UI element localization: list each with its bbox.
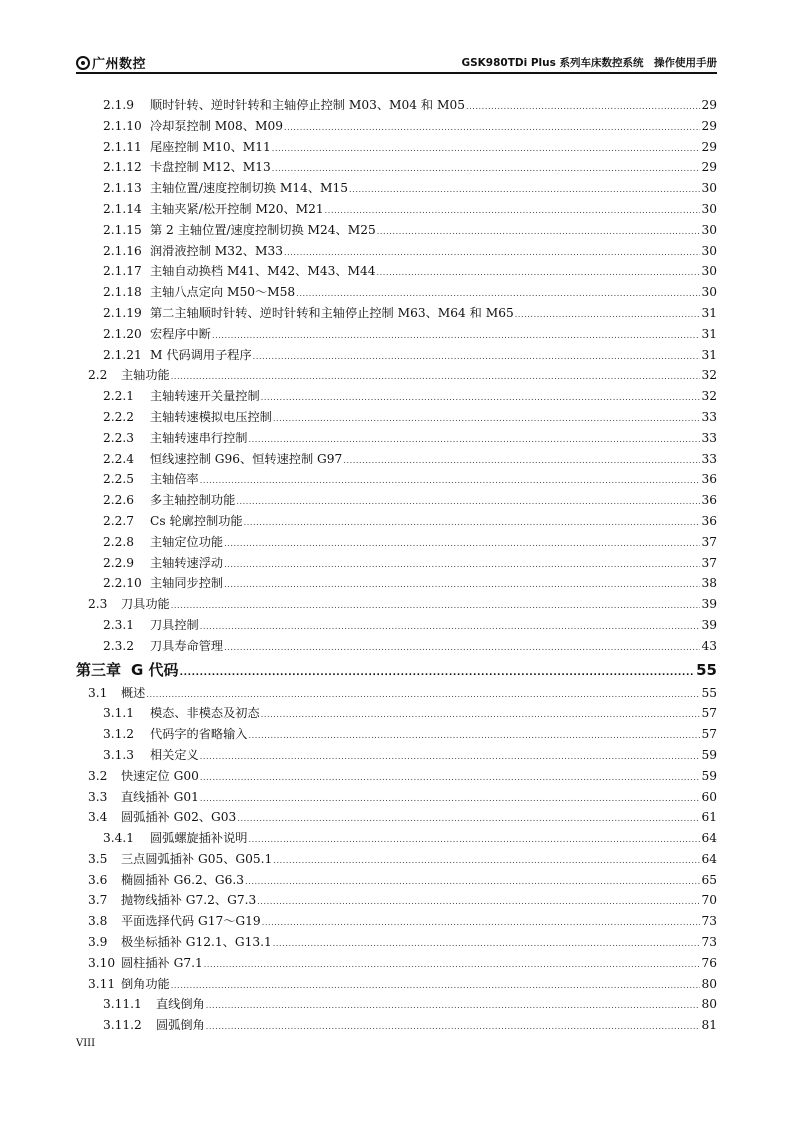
toc-entry[interactable] bbox=[76, 365, 717, 386]
toc-entry-title: 快速定位 G00 bbox=[121, 768, 199, 783]
dot-leader bbox=[244, 513, 701, 534]
toc-entry-number: 2.2.2 bbox=[103, 409, 135, 424]
toc-entry[interactable] bbox=[76, 745, 717, 766]
toc-entry-page: 29 bbox=[701, 139, 717, 154]
toc-entry-number: 2.1.16 bbox=[103, 243, 142, 258]
toc-entry-page: 39 bbox=[701, 597, 717, 612]
toc-entry-number: 2.2.1 bbox=[103, 389, 135, 404]
toc-entry-number: 3.1.2 bbox=[103, 727, 135, 742]
dot-leader bbox=[200, 471, 701, 492]
dot-leader bbox=[249, 430, 701, 451]
toc-entry-page: 57 bbox=[701, 727, 717, 742]
toc-entry-page: 31 bbox=[701, 347, 717, 362]
toc-entry-number: 3.4 bbox=[88, 810, 108, 825]
dot-leader bbox=[204, 955, 701, 976]
toc-entry-page: 59 bbox=[701, 768, 717, 783]
toc-entry-page: 80 bbox=[701, 997, 717, 1012]
toc-entry[interactable] bbox=[76, 870, 717, 891]
toc-entry[interactable] bbox=[76, 828, 717, 849]
toc-entry[interactable] bbox=[76, 911, 717, 932]
toc-entry-page: 29 bbox=[701, 98, 717, 112]
toc-entry-page: 36 bbox=[701, 472, 717, 487]
dot-leader bbox=[224, 534, 700, 555]
toc-entry-number: 2.2.9 bbox=[103, 555, 135, 570]
toc-entry-title: 主轴转速浮动 bbox=[150, 555, 224, 570]
toc-entry-page: 30 bbox=[701, 264, 717, 279]
toc-entry-page: 64 bbox=[701, 831, 717, 846]
dot-leader bbox=[224, 638, 700, 659]
toc-entry-page: 61 bbox=[701, 810, 717, 825]
toc-entry-number: 2.3.1 bbox=[103, 617, 135, 632]
toc-entry-title: 主轴定位功能 bbox=[150, 534, 224, 549]
toc-entry-page: 30 bbox=[701, 222, 717, 237]
toc-entry-number: 2.2 bbox=[88, 368, 108, 383]
dot-leader bbox=[273, 409, 701, 430]
toc-entry-number: 2.1.9 bbox=[103, 98, 135, 112]
toc-entry-number: 3.3 bbox=[88, 789, 108, 804]
dot-leader bbox=[343, 451, 700, 472]
toc-entry-number: 3.11.2 bbox=[103, 1018, 142, 1033]
dot-leader bbox=[262, 913, 701, 934]
toc-entry-number: 3.9 bbox=[88, 935, 108, 950]
toc-entry-number: 2.1.11 bbox=[103, 139, 142, 154]
toc-entry[interactable] bbox=[76, 282, 717, 303]
toc-entry[interactable] bbox=[76, 573, 717, 594]
toc-entry[interactable] bbox=[76, 636, 717, 657]
toc-entry-page: 29 bbox=[701, 160, 717, 175]
toc-entry-title: 代码字的省略输入 bbox=[150, 727, 248, 742]
toc-entry-title: 主轴八点定向 M50～M58 bbox=[150, 285, 296, 300]
toc-entry-title: 直线倒角 bbox=[156, 997, 205, 1012]
toc-entry[interactable] bbox=[76, 849, 717, 870]
dot-leader bbox=[171, 976, 701, 997]
dot-leader bbox=[377, 263, 701, 284]
toc-entry[interactable] bbox=[76, 766, 717, 787]
toc-entry[interactable] bbox=[76, 116, 717, 137]
toc-entry-page: 33 bbox=[701, 451, 717, 466]
toc-entry-title: 主轴转速开关量控制 bbox=[150, 389, 260, 404]
toc-entry-number: 3.1 bbox=[88, 685, 108, 700]
toc-entry-number: 2.2.10 bbox=[103, 576, 142, 591]
toc-entry[interactable] bbox=[76, 137, 717, 158]
toc-entry-title: 倒角功能 bbox=[121, 976, 170, 991]
logo-text: 广州数控 bbox=[92, 57, 147, 72]
dot-leader bbox=[284, 118, 701, 139]
toc-entry-page: 43 bbox=[701, 638, 717, 653]
toc-entry-number: 3.11 bbox=[88, 976, 116, 991]
manual-title: GSK980TDi Plus 系列车床数控系统 操作使用手册 bbox=[461, 57, 717, 69]
toc-entry[interactable] bbox=[76, 657, 717, 683]
table-of-contents bbox=[76, 95, 717, 1036]
dot-leader bbox=[237, 809, 700, 830]
toc-entry-number: 第三章 bbox=[76, 660, 122, 679]
toc-entry-title: 顺时针转、逆时针转和主轴停止控制 M03、M04 和 M05 bbox=[150, 98, 465, 112]
toc-entry[interactable] bbox=[76, 724, 717, 745]
dot-leader bbox=[200, 747, 701, 768]
toc-entry-number: 2.1.12 bbox=[103, 160, 142, 175]
toc-entry-title: 椭圆插补 G6.2、G6.3 bbox=[121, 872, 245, 887]
dot-leader bbox=[224, 555, 700, 576]
dot-leader bbox=[224, 575, 700, 596]
toc-entry-page: 37 bbox=[701, 555, 717, 570]
toc-entry-title: 主轴倍率 bbox=[150, 472, 199, 487]
toc-entry-page: 33 bbox=[701, 430, 717, 445]
toc-entry-title: 主轴功能 bbox=[121, 368, 170, 383]
toc-entry-page: 39 bbox=[701, 617, 717, 632]
toc-entry-title: 三点圆弧插补 G05、G05.1 bbox=[121, 851, 273, 866]
toc-entry-page: 80 bbox=[701, 976, 717, 991]
toc-entry-title: Cs 轮廓控制功能 bbox=[150, 513, 243, 528]
toc-entry-number: 2.1.13 bbox=[103, 181, 142, 196]
toc-entry-number: 2.1.15 bbox=[103, 222, 142, 237]
dot-leader bbox=[253, 347, 701, 368]
dot-leader bbox=[261, 705, 701, 726]
toc-entry-page: 32 bbox=[701, 368, 717, 383]
toc-entry-number: 2.2.5 bbox=[103, 472, 135, 487]
toc-entry[interactable] bbox=[76, 532, 717, 553]
toc-entry[interactable] bbox=[76, 490, 717, 511]
toc-entry-title: 刀具功能 bbox=[121, 597, 170, 612]
toc-entry[interactable] bbox=[76, 178, 717, 199]
toc-entry[interactable] bbox=[76, 261, 717, 282]
toc-entry-title: 刀具寿命管理 bbox=[150, 638, 224, 653]
toc-entry[interactable] bbox=[76, 199, 717, 220]
toc-entry[interactable] bbox=[76, 303, 717, 324]
gsk-logo-icon bbox=[76, 56, 90, 70]
toc-entry-page: 73 bbox=[701, 935, 717, 950]
dot-leader bbox=[206, 996, 701, 1017]
toc-entry-title: 圆柱插补 G7.1 bbox=[121, 955, 203, 970]
toc-entry-number: 2.1.14 bbox=[103, 201, 142, 216]
dot-leader bbox=[236, 492, 700, 513]
gsk-logo bbox=[76, 53, 146, 72]
page-number: VIII bbox=[76, 1038, 96, 1049]
toc-entry[interactable] bbox=[76, 157, 717, 178]
toc-entry-number: 2.1.18 bbox=[103, 285, 142, 300]
toc-entry-title: 恒线速控制 G96、恒转速控制 G97 bbox=[150, 451, 343, 466]
toc-entry-number: 2.1.10 bbox=[103, 118, 142, 133]
toc-entry[interactable] bbox=[76, 449, 717, 470]
toc-entry-number: 3.10 bbox=[88, 955, 116, 970]
dot-leader bbox=[245, 872, 700, 893]
toc-entry-number: 3.8 bbox=[88, 914, 108, 929]
dot-leader bbox=[377, 222, 701, 243]
toc-entry-title: 尾座控制 M10、M11 bbox=[150, 139, 271, 154]
dot-leader bbox=[257, 892, 700, 913]
toc-entry-page: 31 bbox=[701, 305, 717, 320]
toc-entry-title: 主轴位置/速度控制切换 M14、M15 bbox=[150, 181, 349, 196]
dot-leader bbox=[200, 789, 701, 810]
toc-entry-title: 直线插补 G01 bbox=[121, 789, 199, 804]
toc-entry[interactable] bbox=[76, 553, 717, 574]
toc-entry-number: 3.2 bbox=[88, 768, 108, 783]
toc-entry-title: 抛物线插补 G7.2、G7.3 bbox=[121, 893, 257, 908]
toc-entry-title: 主轴夹紧/松开控制 M20、M21 bbox=[150, 201, 324, 216]
toc-entry-title: 润滑液控制 M32、M33 bbox=[150, 243, 283, 258]
toc-entry-title: 圆弧插补 G02、G03 bbox=[121, 810, 237, 825]
toc-entry-page: 33 bbox=[701, 409, 717, 424]
dot-leader bbox=[272, 159, 701, 180]
toc-entry-number: 3.1.3 bbox=[103, 747, 135, 762]
dot-leader bbox=[284, 243, 701, 264]
toc-entry-number: 2.2.6 bbox=[103, 493, 135, 508]
toc-entry-title: 宏程序中断 bbox=[150, 326, 211, 341]
toc-entry-number: 2.1.19 bbox=[103, 305, 142, 320]
toc-entry-number: 2.2.3 bbox=[103, 430, 135, 445]
dot-leader bbox=[515, 305, 701, 326]
toc-entry-page: 31 bbox=[701, 326, 717, 341]
toc-entry[interactable] bbox=[76, 511, 717, 532]
toc-entry-page: 59 bbox=[701, 747, 717, 762]
toc-entry-number: 2.1.21 bbox=[103, 347, 142, 362]
toc-entry[interactable] bbox=[76, 953, 717, 974]
toc-entry-title: 主轴转速串行控制 bbox=[150, 430, 248, 445]
toc-entry-number: 2.2.7 bbox=[103, 513, 135, 528]
toc-entry-number: 2.3 bbox=[88, 597, 108, 612]
toc-entry-page: 30 bbox=[701, 285, 717, 300]
toc-entry[interactable] bbox=[76, 932, 717, 953]
toc-entry-title: 冷却泵控制 M08、M09 bbox=[150, 118, 283, 133]
toc-entry-title: 圆弧倒角 bbox=[156, 1018, 205, 1033]
toc-entry-title: 主轴转速模拟电压控制 bbox=[150, 409, 272, 424]
toc-entry-title: 平面选择代码 G17～G19 bbox=[121, 914, 261, 929]
toc-entry[interactable] bbox=[76, 469, 717, 490]
dot-leader bbox=[206, 1017, 701, 1038]
toc-entry-page: 60 bbox=[701, 789, 717, 804]
dot-leader bbox=[171, 367, 701, 388]
toc-entry[interactable] bbox=[76, 683, 717, 704]
toc-entry-page: 76 bbox=[701, 955, 717, 970]
toc-entry-title: 主轴同步控制 bbox=[150, 576, 224, 591]
toc-entry-title: 主轴自动换档 M41、M42、M43、M44 bbox=[150, 264, 376, 279]
dot-leader bbox=[171, 596, 701, 617]
page-header bbox=[76, 52, 717, 74]
toc-entry-title: 概述 bbox=[121, 685, 146, 700]
toc-entry-page: 57 bbox=[701, 706, 717, 721]
toc-entry-number: 3.7 bbox=[88, 893, 108, 908]
toc-entry-number: 2.2.4 bbox=[103, 451, 135, 466]
toc-entry-page: 70 bbox=[701, 893, 717, 908]
toc-entry-page: 30 bbox=[701, 181, 717, 196]
toc-entry[interactable] bbox=[76, 324, 717, 345]
toc-entry-page: 37 bbox=[701, 534, 717, 549]
dot-leader bbox=[273, 934, 701, 955]
toc-entry-title: 圆弧螺旋插补说明 bbox=[150, 831, 248, 846]
toc-entry[interactable] bbox=[76, 890, 717, 911]
toc-entry[interactable] bbox=[76, 615, 717, 636]
toc-entry-page: 29 bbox=[701, 118, 717, 133]
toc-entry-number: 3.4.1 bbox=[103, 831, 135, 846]
toc-entry-page: 55 bbox=[701, 685, 717, 700]
dot-leader bbox=[466, 97, 701, 118]
toc-entry-number: 3.5 bbox=[88, 851, 108, 866]
toc-entry[interactable] bbox=[76, 241, 717, 262]
dot-leader bbox=[296, 284, 700, 305]
toc-entry-page: 36 bbox=[701, 513, 717, 528]
dot-leader bbox=[273, 851, 700, 872]
toc-entry[interactable] bbox=[76, 345, 717, 366]
toc-entry-page: 38 bbox=[701, 576, 717, 591]
toc-entry-page: 64 bbox=[701, 851, 717, 866]
toc-entry-page: 81 bbox=[701, 1018, 717, 1033]
toc-entry-page: 30 bbox=[701, 243, 717, 258]
toc-entry[interactable] bbox=[76, 703, 717, 724]
header-rule bbox=[76, 72, 717, 74]
dot-leader bbox=[200, 617, 701, 638]
toc-entry[interactable] bbox=[76, 994, 717, 1015]
dot-leader bbox=[272, 139, 701, 160]
toc-entry-page: 55 bbox=[696, 660, 717, 679]
toc-entry-title: 相关定义 bbox=[150, 747, 199, 762]
toc-entry-title: 模态、非模态及初态 bbox=[150, 706, 260, 721]
toc-entry[interactable] bbox=[76, 386, 717, 407]
toc-entry[interactable] bbox=[76, 787, 717, 808]
toc-entry-number: 2.1.17 bbox=[103, 264, 142, 279]
toc-entry-number: 3.6 bbox=[88, 872, 108, 887]
dot-leader bbox=[249, 726, 701, 747]
toc-entry-number: 2.2.8 bbox=[103, 534, 135, 549]
toc-entry[interactable] bbox=[76, 428, 717, 449]
toc-entry[interactable] bbox=[76, 594, 717, 615]
toc-entry[interactable] bbox=[76, 407, 717, 428]
dot-leader bbox=[261, 388, 701, 409]
toc-entry[interactable] bbox=[76, 1015, 717, 1036]
dot-leader bbox=[146, 685, 700, 706]
toc-entry-title: 极坐标插补 G12.1、G13.1 bbox=[121, 935, 272, 950]
toc-entry-title: G 代码 bbox=[131, 660, 179, 679]
toc-entry-number: 2.3.2 bbox=[103, 638, 135, 653]
toc-entry-page: 36 bbox=[701, 493, 717, 508]
toc-entry-number: 2.1.20 bbox=[103, 326, 142, 341]
dot-leader bbox=[249, 830, 701, 851]
toc-entry-page: 30 bbox=[701, 201, 717, 216]
toc-entry-title: M 代码调用子程序 bbox=[150, 347, 252, 362]
dot-leader bbox=[325, 201, 701, 222]
toc-entry[interactable] bbox=[76, 95, 717, 116]
toc-entry-title: 刀具控制 bbox=[150, 617, 199, 632]
toc-entry-title: 第二主轴顺时针转、逆时针转和主轴停止控制 M63、M64 和 M65 bbox=[150, 305, 514, 320]
toc-entry-title: 第 2 主轴位置/速度控制切换 M24、M25 bbox=[150, 222, 376, 237]
dot-leader bbox=[200, 768, 701, 789]
toc-entry-page: 73 bbox=[701, 914, 717, 929]
toc-entry-title: 多主轴控制功能 bbox=[150, 493, 236, 508]
toc-entry-number: 3.1.1 bbox=[103, 706, 135, 721]
toc-entry-page: 65 bbox=[701, 872, 717, 887]
toc-entry[interactable] bbox=[76, 220, 717, 241]
toc-entry-title: 卡盘控制 M12、M13 bbox=[150, 160, 271, 175]
toc-entry[interactable] bbox=[76, 974, 717, 995]
dot-leader bbox=[212, 326, 701, 347]
toc-entry-page: 32 bbox=[701, 389, 717, 404]
toc-entry[interactable] bbox=[76, 807, 717, 828]
toc-entry-number: 3.11.1 bbox=[103, 997, 142, 1012]
dot-leader bbox=[349, 180, 700, 201]
